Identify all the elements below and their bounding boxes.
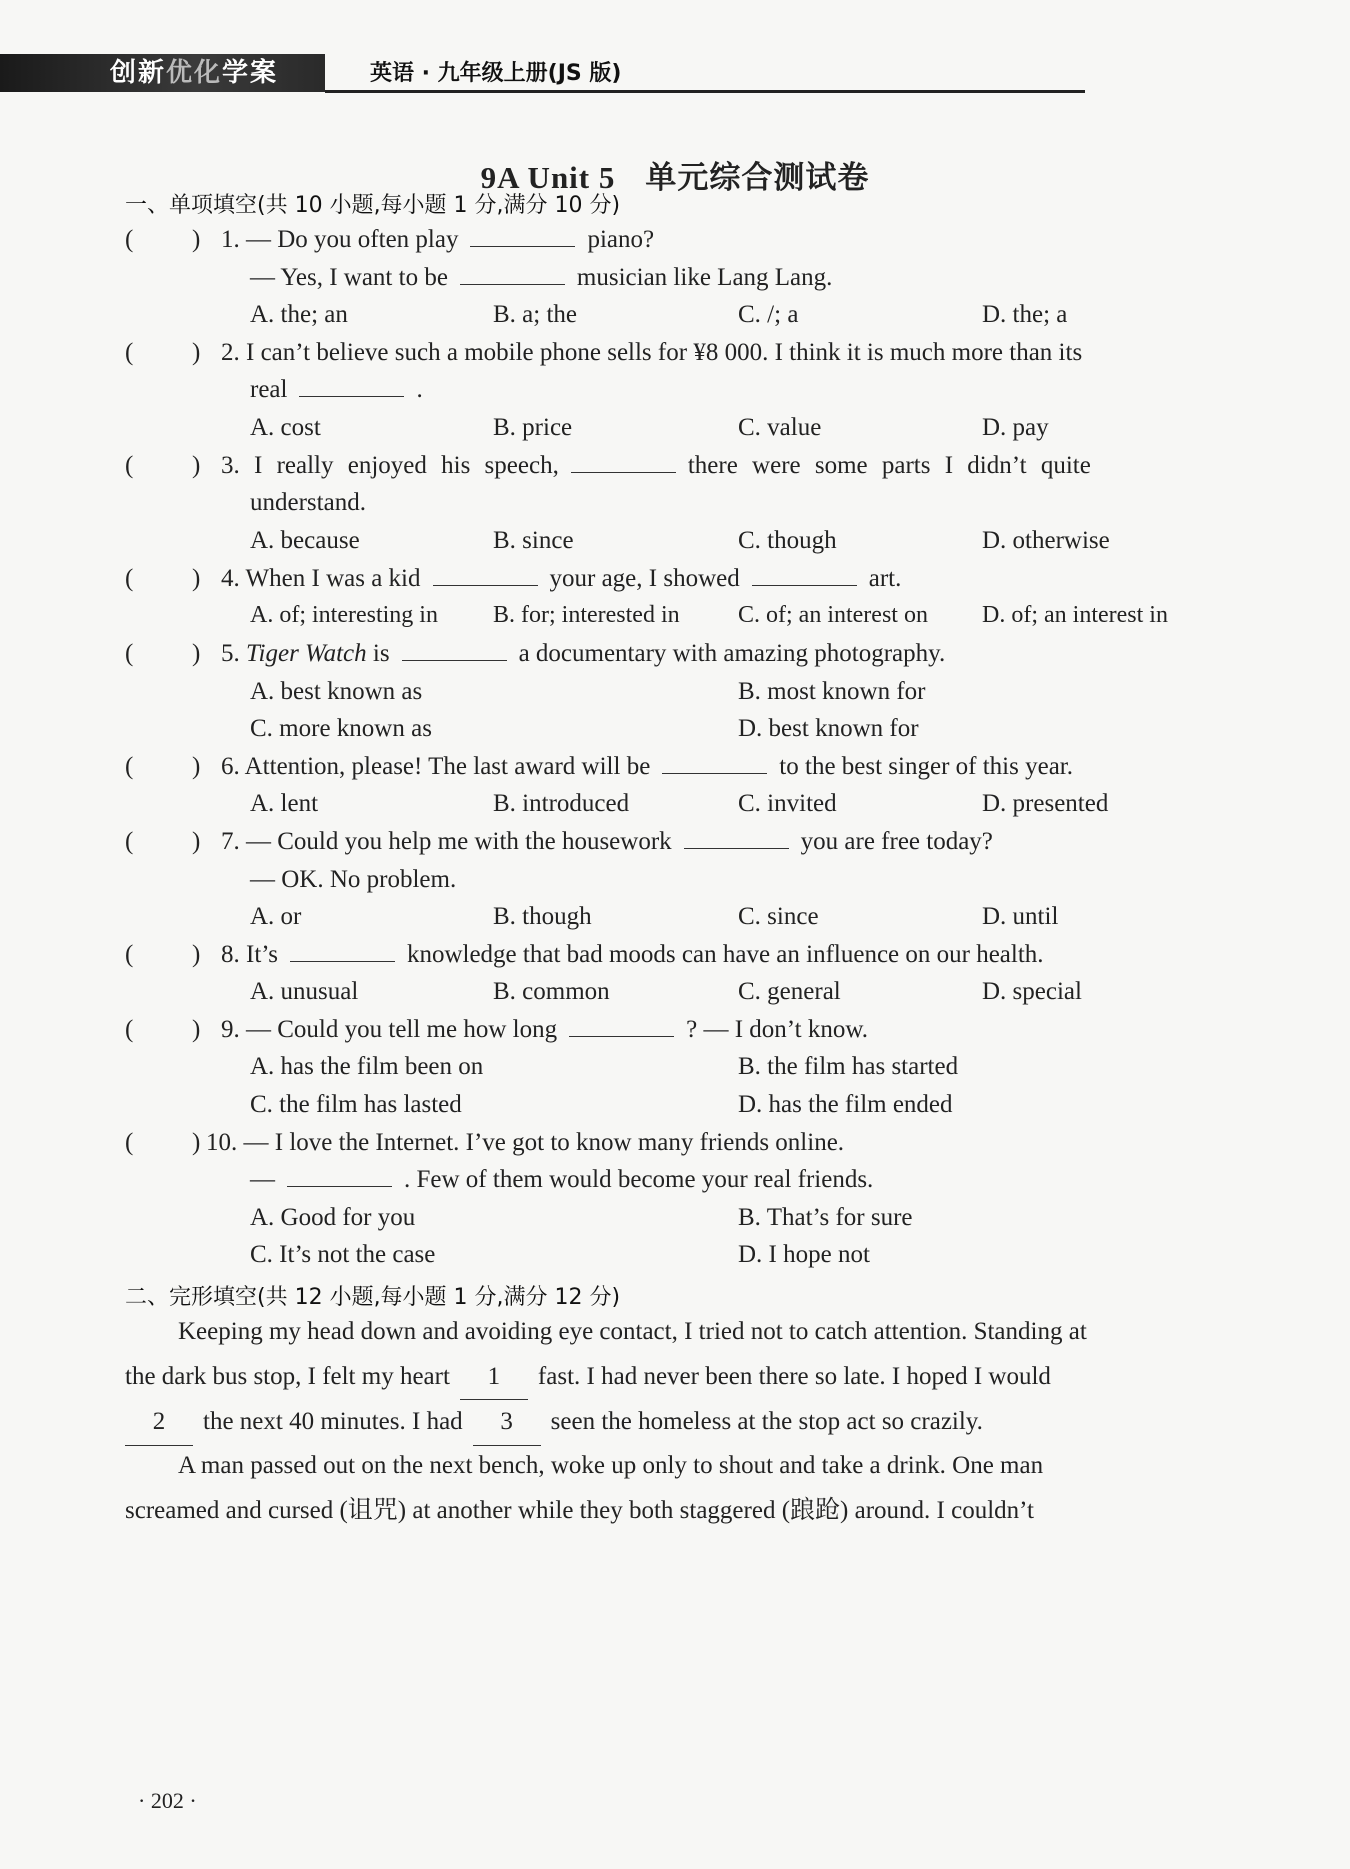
- question-2-line-b: real .: [250, 376, 423, 403]
- answer-blank: [299, 376, 404, 397]
- option: A. because: [250, 527, 360, 554]
- header-rule: [325, 90, 1085, 93]
- answer-blank: [470, 226, 575, 247]
- option: A. has the film been on: [250, 1053, 484, 1080]
- answer-blank: [290, 941, 395, 962]
- option: D. of; an interest in: [982, 602, 1168, 628]
- paren-close: ): [192, 753, 201, 780]
- cloze-paragraph-2: [125, 1444, 1235, 1533]
- paren-close: ): [192, 828, 201, 855]
- question-9-line: 9. — Could you tell me how long ? — I don’t know.: [221, 1016, 869, 1043]
- paren-close: ): [192, 452, 201, 479]
- question-4-line: 4. When I was a kid your age, I showed art.: [221, 565, 902, 592]
- answer-blank: [402, 640, 507, 661]
- question-8-line: 8. It’s knowledge that bad moods can have an influence on our health.: [221, 941, 1044, 968]
- option: D. I hope not: [738, 1241, 870, 1268]
- answer-blank: [460, 264, 565, 285]
- page-number: · 202 ·: [138, 1788, 197, 1813]
- option: C. value: [738, 414, 822, 441]
- option: C. the film has lasted: [250, 1091, 462, 1118]
- paren-open: (: [125, 828, 134, 855]
- title-cn: 单元综合测试卷: [645, 160, 870, 196]
- answer-blank: [287, 1166, 392, 1187]
- cloze-paragraph-1: [125, 1310, 1235, 1446]
- paren-close: ): [192, 640, 201, 667]
- question-7-line-a: 7. — Could you help me with the housework you are free today?: [221, 828, 993, 855]
- paren-open: (: [125, 339, 134, 366]
- answer-blank: [684, 828, 789, 849]
- paren-close: ): [192, 1016, 201, 1043]
- option: A. Good for you: [250, 1204, 416, 1231]
- paren-close: ): [192, 339, 201, 366]
- option: B. for; interested in: [493, 602, 680, 628]
- option: A. or: [250, 903, 302, 930]
- answer-blank: [433, 565, 538, 586]
- option: B. since: [493, 527, 574, 554]
- paren-close: ): [192, 1129, 201, 1156]
- option: B. though: [493, 903, 592, 930]
- option: C. /; a: [738, 301, 799, 328]
- question-7-line-b: — OK. No problem.: [250, 866, 457, 893]
- option: A. best known as: [250, 678, 423, 705]
- option: D. the; a: [982, 301, 1068, 328]
- answer-blank: [571, 452, 676, 473]
- option: C. though: [738, 527, 837, 554]
- cloze-line: screamed and cursed (诅咒) at another while they both staggered (踉跄) around. I couldn’t: [125, 1496, 1034, 1524]
- option: C. invited: [738, 790, 837, 817]
- option: D. otherwise: [982, 527, 1110, 554]
- page-header: [0, 44, 1350, 94]
- option: C. more known as: [250, 715, 432, 742]
- option: D. special: [982, 978, 1082, 1005]
- paren-open: (: [125, 565, 134, 592]
- option: A. the; an: [250, 301, 348, 328]
- cloze-line: Keeping my head down and avoiding eye contact, I tried not to catch attention. Standing at: [178, 1318, 1087, 1345]
- paren-close: ): [192, 565, 201, 592]
- section2-heading: 二、完形填空(共 12 小题,每小题 1 分,满分 12 分): [125, 1285, 621, 1310]
- option: A. cost: [250, 414, 321, 441]
- option: D. best known for: [738, 715, 919, 742]
- paren-open: (: [125, 1129, 134, 1156]
- option: A. unusual: [250, 978, 359, 1005]
- brand-text-3: 学案: [222, 58, 279, 88]
- option: B. the film has started: [738, 1053, 959, 1080]
- question-3-line-b: understand.: [250, 489, 366, 516]
- option: D. has the film ended: [738, 1091, 953, 1118]
- paren-open: (: [125, 753, 134, 780]
- cloze-blank: 2: [125, 1400, 193, 1446]
- question-1-line-a: 1. — Do you often play piano?: [221, 226, 655, 253]
- option: C. general: [738, 978, 841, 1005]
- question-10-line-b: — . Few of them would become your real friends.: [250, 1166, 874, 1193]
- brand-text-2: 优化: [166, 58, 223, 88]
- option: A. of; interesting in: [250, 602, 438, 628]
- cloze-blank: 1: [460, 1355, 528, 1401]
- option: B. common: [493, 978, 610, 1005]
- option: B. most known for: [738, 678, 926, 705]
- option: B. price: [493, 414, 573, 441]
- option: C. It’s not the case: [250, 1241, 436, 1268]
- paren-open: (: [125, 640, 134, 667]
- option: D. pay: [982, 414, 1049, 441]
- option: D. until: [982, 903, 1059, 930]
- question-10-line-a: 10. — I love the Internet. I’ve got to know many friends online.: [206, 1129, 845, 1156]
- paren-close: ): [192, 226, 201, 253]
- question-6-line: 6. Attention, please! The last award will be to the best singer of this year.: [221, 753, 1073, 780]
- option: A. lent: [250, 790, 319, 817]
- option: B. introduced: [493, 790, 630, 817]
- brand-text-1: 创新: [110, 58, 167, 88]
- option: C. of; an interest on: [738, 602, 928, 628]
- answer-blank: [569, 1016, 674, 1037]
- brand-logo: [0, 54, 325, 92]
- option: C. since: [738, 903, 819, 930]
- answer-blank: [752, 565, 857, 586]
- question-5-line: 5. Tiger Watch is a documentary with amazing photography.: [221, 640, 946, 667]
- cloze-line: 2 the next 40 minutes. I had 3 seen the homeless at the stop act so crazily.: [125, 1400, 1235, 1446]
- section1-heading: 一、单项填空(共 10 小题,每小题 1 分,满分 10 分): [125, 193, 621, 218]
- subject-label: 英语 · 九年级上册(JS 版): [370, 61, 622, 86]
- option: D. presented: [982, 790, 1109, 817]
- cloze-line: the dark bus stop, I felt my heart 1 fast. I had never been there so late. I hoped I would: [125, 1355, 1235, 1401]
- option: B. That’s for sure: [738, 1204, 913, 1231]
- question-2-line-a: 2. I can’t believe such a mobile phone sells for ¥8 000. I think it is much more than its: [221, 339, 1083, 366]
- option: B. a; the: [493, 301, 578, 328]
- paren-close: ): [192, 941, 201, 968]
- cloze-blank: 3: [473, 1400, 541, 1446]
- title-en: 9A Unit 5: [480, 160, 616, 195]
- question-3-line-a: 3. I really enjoyed his speech, there were some parts I didn’t quite: [221, 452, 1091, 479]
- paren-open: (: [125, 941, 134, 968]
- paren-open: (: [125, 1016, 134, 1043]
- paren-open: (: [125, 226, 134, 253]
- cloze-line: A man passed out on the next bench, woke up only to shout and take a drink. One man: [178, 1452, 1044, 1479]
- answer-blank: [662, 753, 767, 774]
- question-1-line-b: — Yes, I want to be musician like Lang Lang.: [250, 264, 833, 291]
- paren-open: (: [125, 452, 134, 479]
